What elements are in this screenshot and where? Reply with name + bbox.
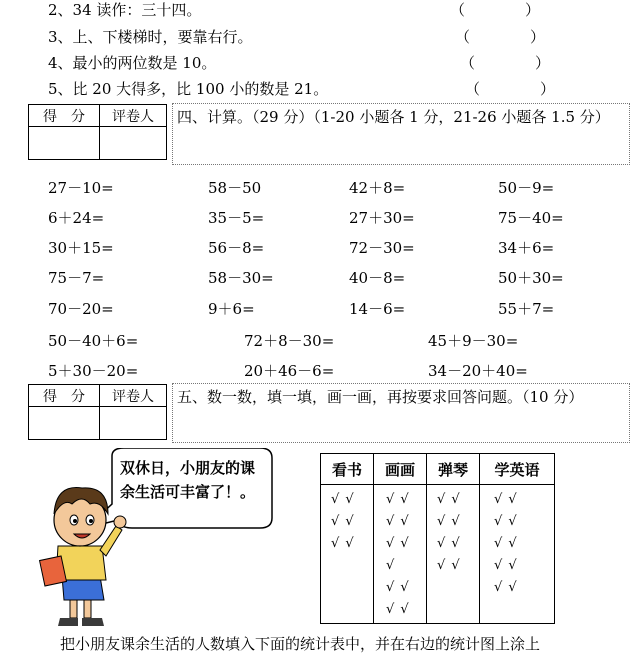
section5-title: 五、数一数，填一填，画一画，再按要求回答问题。（10 分） <box>172 383 630 443</box>
grader-label: 评卷人 <box>100 105 167 127</box>
tick-mark: √ √ <box>386 536 410 551</box>
drawing-ticks <box>374 485 427 624</box>
calc-problem: 42＋8= <box>349 179 406 197</box>
calc-problem: 58－50 <box>208 179 262 197</box>
tick-mark: √ √ <box>386 602 410 617</box>
tick-mark: √ √ <box>386 514 410 529</box>
calc-problem: 27－10= <box>48 179 114 197</box>
score-label: 得 分 <box>29 105 100 127</box>
calc-problem: 30＋15= <box>48 239 114 257</box>
calc-problem: 5＋30－20= <box>48 362 139 380</box>
grader-label: 评卷人 <box>100 385 167 407</box>
calc-problem: 70－20= <box>48 300 114 318</box>
calc-problem: 72－30= <box>349 239 415 257</box>
calc-problem: 6＋24= <box>48 209 105 227</box>
score-box-section5 <box>28 384 167 440</box>
tick-mark: √ √ <box>437 514 461 529</box>
calc-problem: 75－7= <box>48 269 105 287</box>
header-drawing: 画画 <box>374 454 427 485</box>
calc-problem: 56－8= <box>208 239 265 257</box>
tick-mark: √ √ <box>331 514 355 529</box>
table-header-row <box>321 454 555 485</box>
answer-paren[interactable]: （ ） <box>450 1 541 19</box>
statement-text: 3、上、下楼梯时，要靠右行。 <box>48 28 253 46</box>
speech-bubble-text: 双休日，小朋友的课余生活可丰富了！。 <box>120 459 256 501</box>
tick-mark: √ √ <box>386 580 410 595</box>
header-english: 学英语 <box>480 454 555 485</box>
header-reading: 看书 <box>321 454 374 485</box>
tick-mark: √ <box>386 558 396 573</box>
calc-problem: 55＋7= <box>498 300 555 318</box>
tick-mark: √ √ <box>494 514 518 529</box>
tick-mark: √ √ <box>331 492 355 507</box>
tick-mark: √ √ <box>386 492 410 507</box>
calc-problem: 72＋8－30= <box>244 332 335 350</box>
score-cell[interactable] <box>29 407 100 440</box>
score-box-section4 <box>28 104 167 160</box>
calc-problem: 34－20＋40= <box>428 362 528 380</box>
section4-title: 四、计算。（29 分）（1-20 小题各 1 分，21-26 小题各 1.5 分） <box>172 103 630 165</box>
answer-paren[interactable]: （ ） <box>460 54 551 72</box>
tick-mark: √ √ <box>494 536 518 551</box>
tick-mark: √ √ <box>437 558 461 573</box>
tick-mark: √ √ <box>494 580 518 595</box>
calc-problem: 50－9= <box>498 179 555 197</box>
tick-mark: √ √ <box>494 558 518 573</box>
calc-problem: 14－6= <box>349 300 406 318</box>
header-piano: 弹琴 <box>427 454 480 485</box>
tick-mark: √ √ <box>494 492 518 507</box>
statement-text: 5、比 20 大得多，比 100 小的数是 21。 <box>48 80 329 98</box>
calc-problem: 20＋46－6= <box>244 362 335 380</box>
calc-problem: 50＋30= <box>498 269 564 287</box>
calc-problem: 50－40＋6= <box>48 332 139 350</box>
activity-tally-table <box>320 453 555 624</box>
tick-mark: √ √ <box>437 536 461 551</box>
answer-paren[interactable]: （ ） <box>465 80 556 98</box>
score-cell[interactable] <box>29 127 100 160</box>
piano-ticks <box>427 485 480 624</box>
calc-problem: 9＋6= <box>208 300 255 318</box>
answer-paren[interactable]: （ ） <box>455 28 546 46</box>
calc-problem: 75－40= <box>498 209 564 227</box>
statement-text: 4、最小的两位数是 10。 <box>48 54 217 72</box>
instruction-text: 把小朋友课余生活的人数填入下面的统计表中，并在右边的统计图上涂上 <box>60 635 541 653</box>
reading-ticks <box>321 485 374 624</box>
table-row <box>321 485 555 624</box>
tick-mark: √ √ <box>437 492 461 507</box>
calc-problem: 35－5= <box>208 209 265 227</box>
english-ticks <box>480 485 555 624</box>
grader-cell[interactable] <box>100 127 167 160</box>
calc-problem: 45＋9－30= <box>428 332 519 350</box>
calc-problem: 34＋6= <box>498 239 555 257</box>
calc-problem: 58－30= <box>208 269 274 287</box>
statement-text: 2、34 读作：三十四。 <box>48 1 202 19</box>
score-label: 得 分 <box>29 385 100 407</box>
tick-mark: √ √ <box>331 536 355 551</box>
calc-problem: 27＋30= <box>349 209 415 227</box>
grader-cell[interactable] <box>100 407 167 440</box>
calc-problem: 40－8= <box>349 269 406 287</box>
